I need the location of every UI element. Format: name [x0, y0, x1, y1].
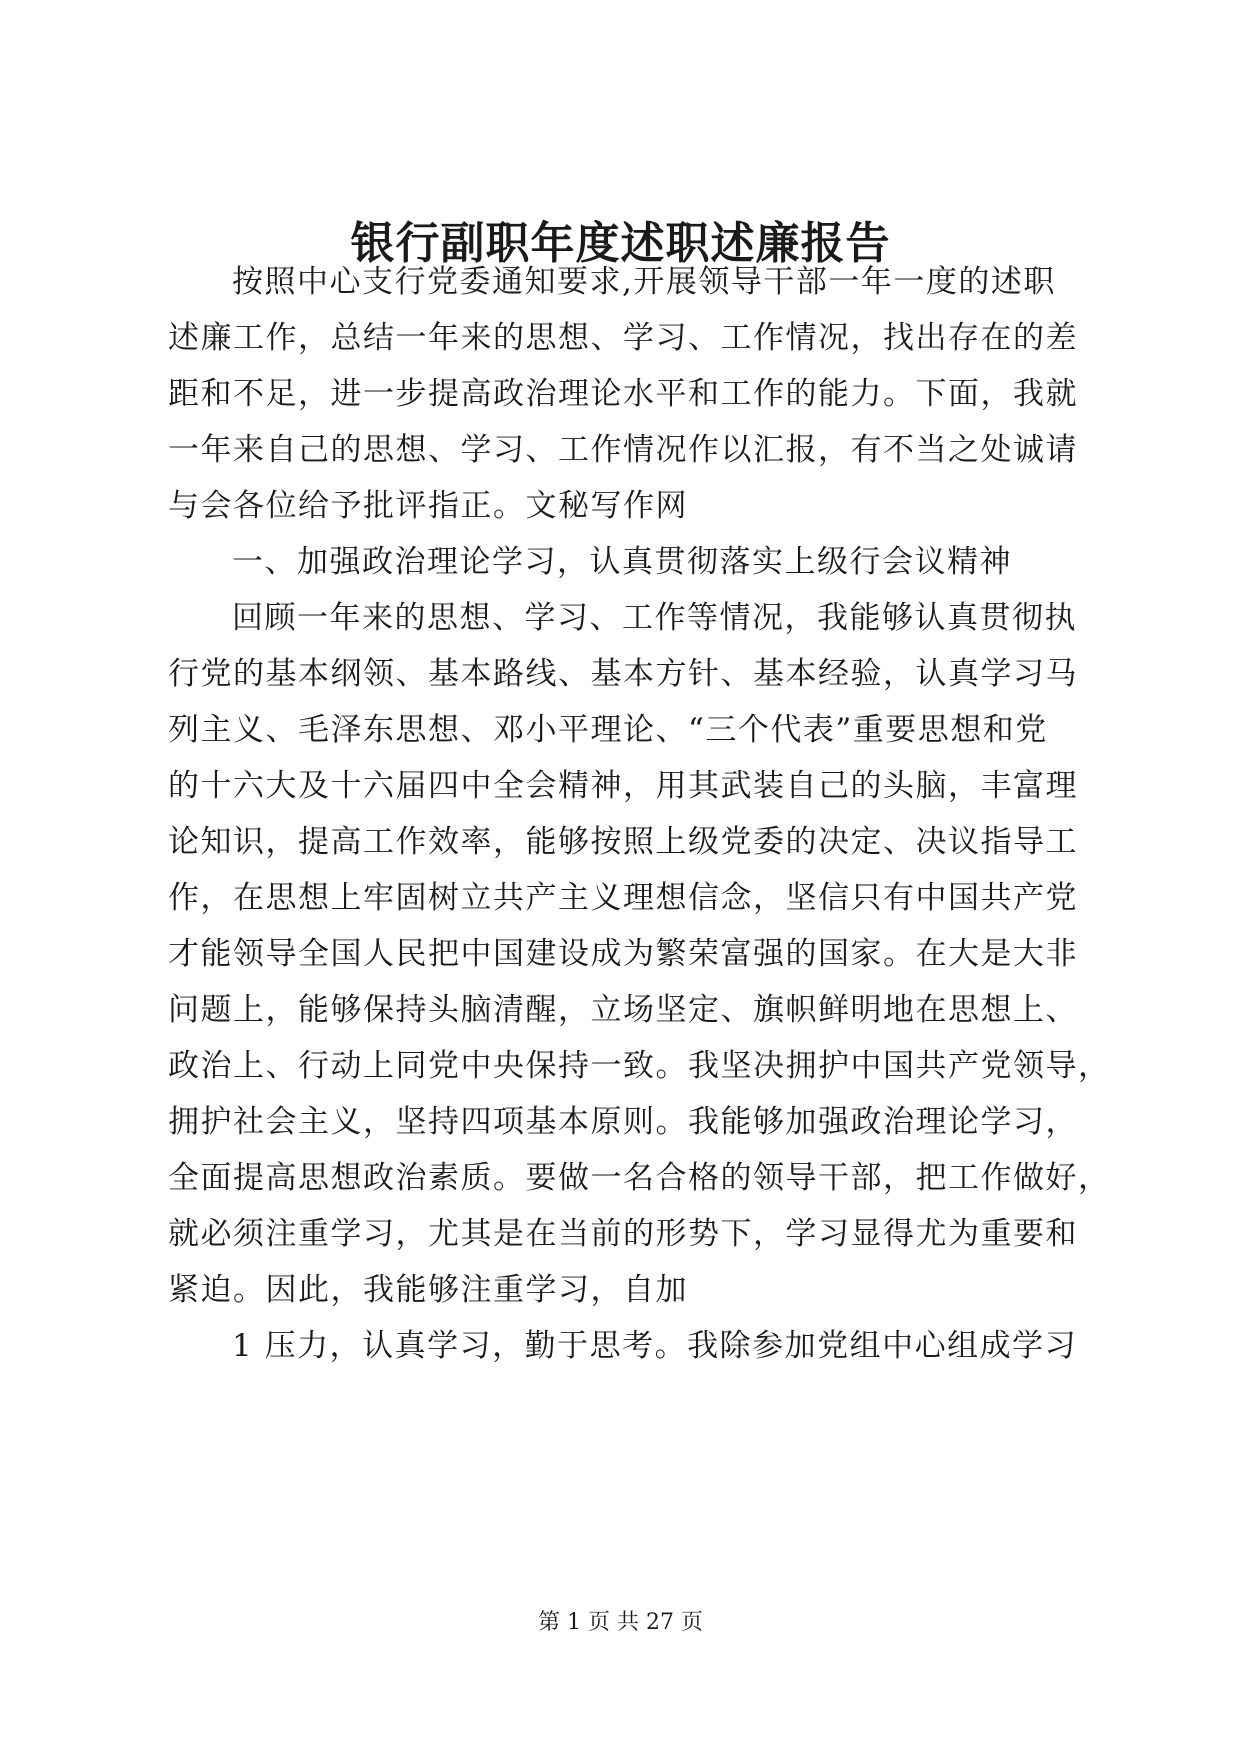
paragraph-line: 一年来自己的思想、学习、工作情况作以汇报，有不当之处诚请: [168, 432, 1078, 468]
paragraph-line: 问题上，能够保持头脑清醒，立场坚定、旗帜鲜明地在思想上、: [168, 992, 1078, 1028]
paragraph-line: 拥护社会主义，坚持四项基本原则。我能够加强政治理论学习，: [168, 1104, 1078, 1140]
paragraph-line: 全面提高思想政治素质。要做一名合格的领导干部，把工作做好，: [168, 1160, 1111, 1196]
paragraph-line: 作，在思想上牢固树立共产主义理想信念，坚信只有中国共产党: [168, 880, 1078, 916]
paragraph-line: 紧迫。因此，我能够注重学习，自加: [168, 1272, 688, 1308]
section-heading: 一、加强政治理论学习，认真贯彻落实上级行会议精神: [232, 544, 1012, 580]
paragraph-line: 1 压力，认真学习，勤于思考。我除参加党组中心组成学习: [232, 1328, 1078, 1364]
page-number-footer: 第 1 页 共 27 页: [538, 1610, 703, 1635]
paragraph-line: 论知识，提高工作效率，能够按照上级党委的决定、决议指导工: [168, 824, 1078, 860]
paragraph-line: 述廉工作，总结一年来的思想、学习、工作情况，找出存在的差: [168, 320, 1078, 356]
paragraph-line: 与会各位给予批评指正。文秘写作网: [168, 488, 688, 524]
paragraph-line: 才能领导全国人民把中国建设成为繁荣富强的国家。在大是大非: [168, 936, 1078, 972]
paragraph-line: 就必须注重学习，尤其是在当前的形势下，学习显得尤为重要和: [168, 1216, 1078, 1252]
paragraph-line: 距和不足，进一步提高政治理论水平和工作的能力。下面，我就: [168, 376, 1078, 412]
paragraph-line: 列主义、毛泽东思想、邓小平理论、“三个代表”重要思想和党: [168, 712, 1048, 748]
paragraph-line: 政治上、行动上同党中央保持一致。我坚决拥护中国共产党领导，: [168, 1048, 1111, 1084]
paragraph-line: 的十六大及十六届四中全会精神，用其武装自己的头脑，丰富理: [168, 768, 1078, 804]
paragraph-line: 按照中心支行党委通知要求,开展领导干部一年一度的述职: [232, 264, 1056, 300]
paragraph-line: 行党的基本纲领、基本路线、基本方针、基本经验，认真学习马: [168, 656, 1078, 692]
document-title: 银行副职年度述职述廉报告: [350, 218, 891, 269]
paragraph-line: 回顾一年来的思想、学习、工作等情况，我能够认真贯彻执: [232, 600, 1077, 636]
